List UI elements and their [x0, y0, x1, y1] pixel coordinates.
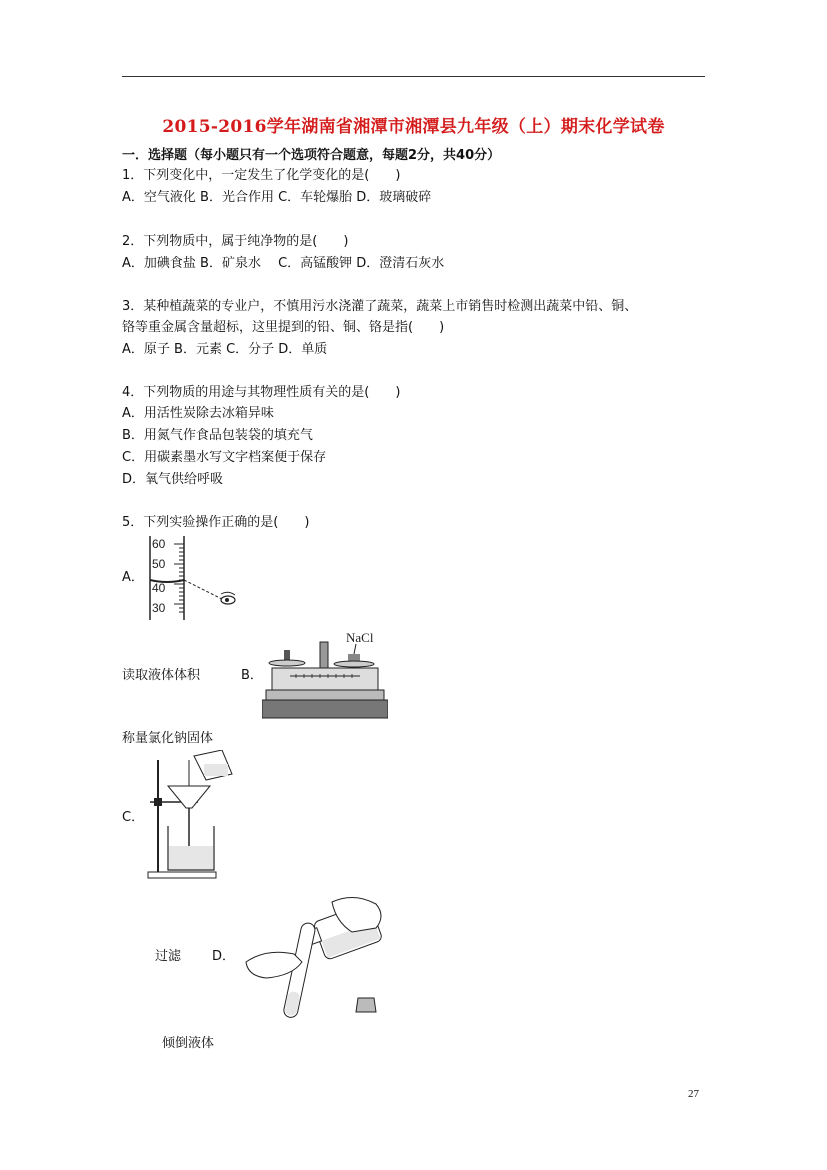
q4-option-b: B．用氮气作食品包装袋的填充气 — [122, 428, 313, 443]
page-number: 27 — [688, 1088, 699, 1100]
q4-stem: 4．下列物质的用途与其物理性质有关的是( ) — [122, 385, 401, 400]
filtration-figure — [146, 750, 242, 882]
q4-option-d: D．氧气供给呼吸 — [122, 472, 224, 487]
q1-options: A．空气液化 B．光合作用 C．车轮爆胎 D．玻璃破碎 — [122, 190, 432, 205]
q3-options: A．原子 B．元素 C．分子 D．单质 — [122, 342, 328, 357]
q5-d-label: D． — [212, 949, 236, 964]
eye-icon — [221, 592, 235, 604]
cylinder-tick-30: 30 — [152, 601, 166, 615]
q3-stem-line1: 3．某种植蔬菜的专业户，不慎用污水浇灌了蔬菜，蔬菜上市销售时检测出蔬菜中铅、铜、 — [122, 299, 638, 314]
q4-option-c: C．用碳素墨水写文字档案便于保存 — [122, 450, 327, 465]
q2-stem: 2．下列物质中，属于纯净物的是( ) — [122, 234, 349, 249]
cylinder-tick-60: 60 — [152, 537, 166, 551]
header-rule — [122, 76, 705, 77]
q4-option-a: A．用活性炭除去冰箱异味 — [122, 406, 274, 421]
q2-options: A．加碘食盐 B．矿泉水 C．高锰酸钾 D．澄清石灰水 — [122, 256, 445, 271]
section-heading: 一．选择题（每小题只有一个选项符合题意，每题2分，共40分） — [122, 148, 501, 163]
q5-a-label: A． — [122, 570, 144, 585]
q1-stem: 1．下列变化中，一定发生了化学变化的是( ) — [122, 168, 401, 183]
q5-c-label: C． — [122, 810, 145, 825]
pouring-figure — [236, 892, 388, 1024]
graduated-cylinder-figure — [146, 534, 246, 624]
balance-figure — [262, 628, 388, 720]
cylinder-tick-50: 50 — [152, 557, 166, 571]
q5-a-caption: 读取液体体积 — [122, 668, 201, 683]
q5-c-caption: 过滤 — [155, 949, 182, 964]
q5-d-caption: 倾倒液体 — [162, 1036, 215, 1051]
page-title: 2015-2016学年湖南省湘潭市湘潭县九年级（上）期末化学试卷 — [162, 117, 665, 137]
q5-b-label: B． — [241, 668, 263, 683]
nacl-label: NaCl — [346, 630, 374, 645]
q3-stem-line2: 铬等重金属含量超标，这里提到的铅、铜、铬是指( ) — [122, 320, 445, 335]
q5-stem: 5．下列实验操作正确的是( ) — [122, 515, 310, 530]
cylinder-tick-40: 40 — [152, 581, 166, 595]
q5-b-caption: 称量氯化钠固体 — [122, 731, 214, 746]
